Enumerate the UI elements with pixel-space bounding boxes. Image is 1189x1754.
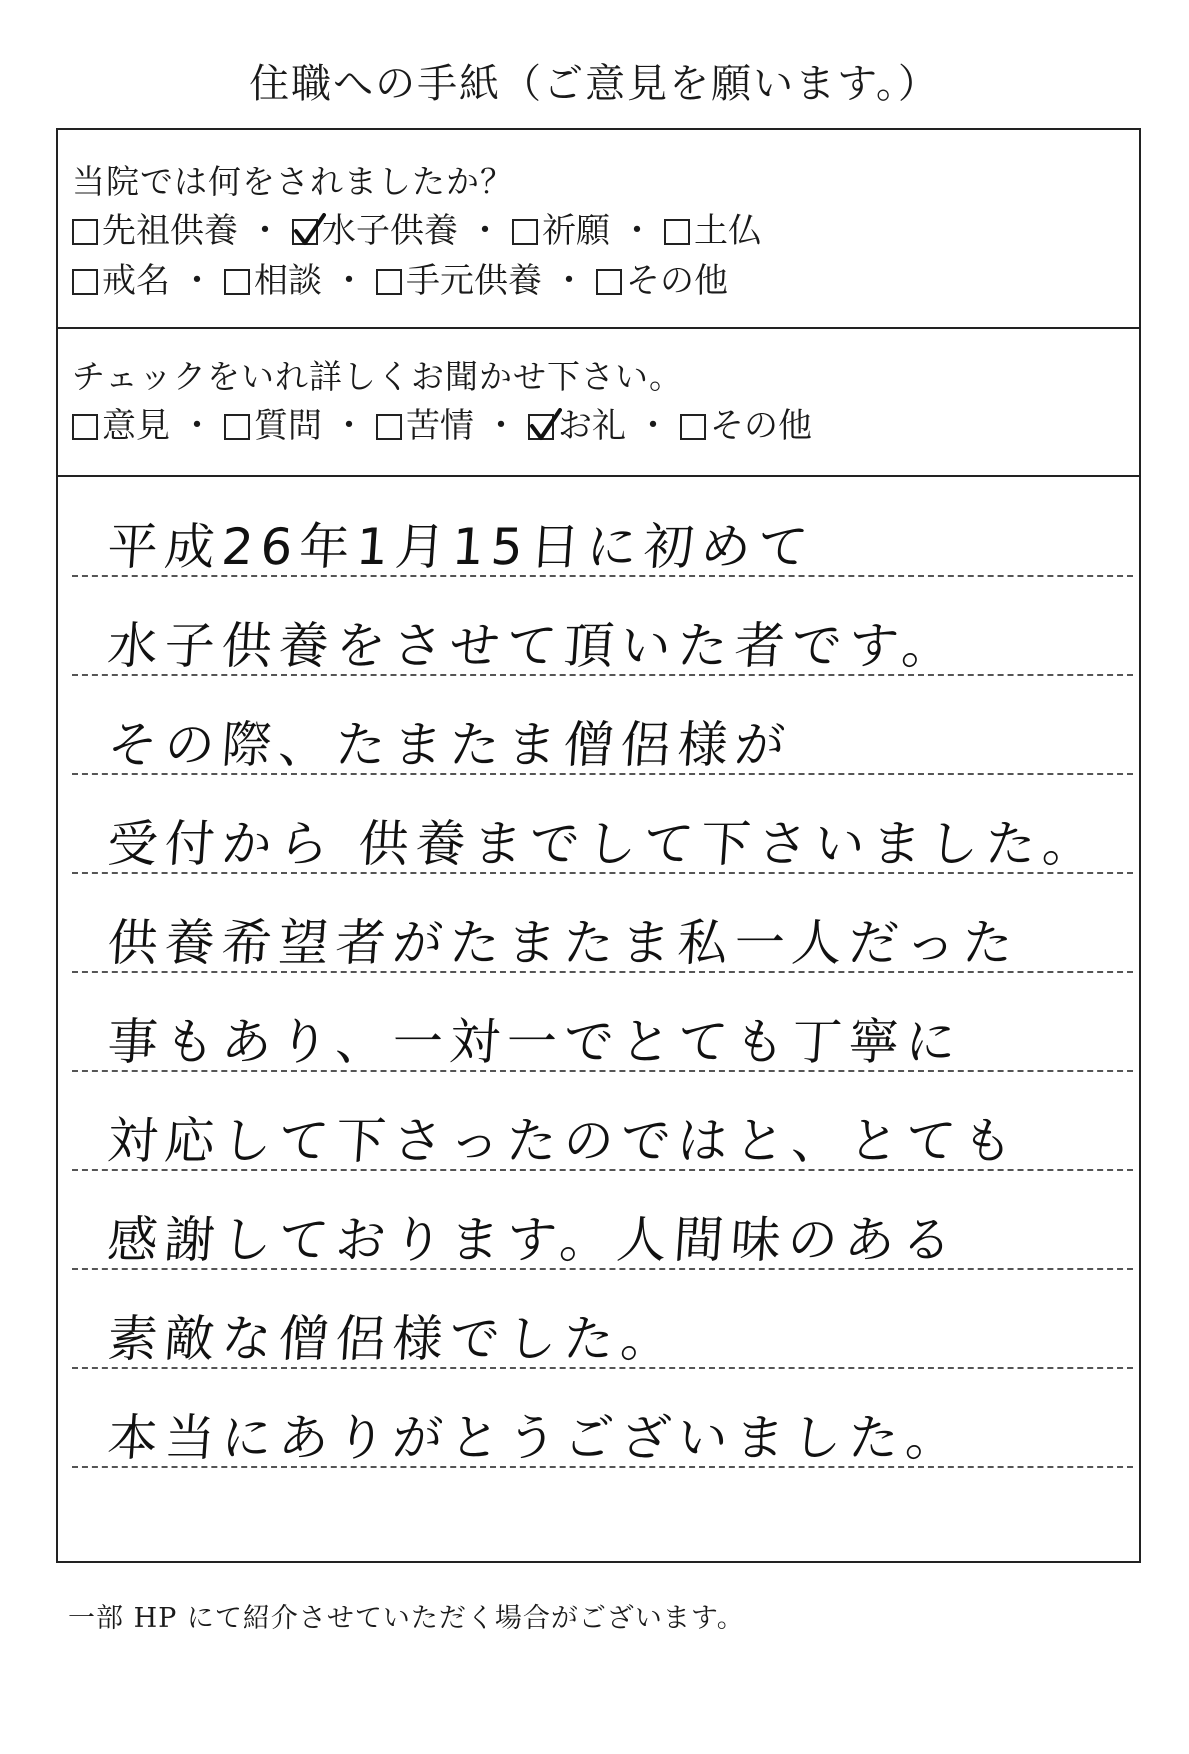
letter-line: 本当にありがとうございました。: [105, 1409, 965, 1467]
letter-line: 水子供養をさせて頂いた者です。: [105, 617, 961, 675]
option-label: 土仏: [694, 211, 762, 251]
checkbox-checked[interactable]: [528, 414, 554, 440]
letter-line: 素敵な僧侶様でした。: [105, 1310, 680, 1368]
option-sonota[interactable]: [596, 256, 728, 306]
letter-body-section: [58, 477, 1139, 1563]
option-label: その他: [626, 261, 728, 301]
page-title: 住職への手紙（ご意見を願います。）: [249, 61, 940, 107]
checkbox[interactable]: [72, 219, 98, 245]
option-iken[interactable]: [72, 401, 170, 451]
feedback-options-row: [72, 401, 1139, 451]
checkbox-checked[interactable]: [292, 219, 318, 245]
checkbox[interactable]: [224, 414, 250, 440]
option-soudan[interactable]: [224, 256, 322, 306]
option-label: 質問: [254, 406, 322, 446]
option-label: 戒名: [102, 261, 170, 301]
service-section: [58, 130, 1139, 329]
checkbox[interactable]: [72, 269, 98, 295]
separator: ・: [620, 211, 654, 251]
service-options-row-2: [72, 256, 1139, 306]
letter-line: 受付から 供養までして下さいました。: [105, 815, 1102, 873]
checkbox[interactable]: [376, 269, 402, 295]
option-label: その他: [710, 406, 812, 446]
option-label: 水子供養: [322, 211, 458, 251]
checkbox[interactable]: [664, 219, 690, 245]
checkmark-icon: [292, 213, 326, 249]
option-kigan[interactable]: [512, 206, 610, 256]
checkmark-icon: [528, 408, 562, 444]
option-label: 苦情: [406, 406, 474, 446]
letter-line: 対応して下さったのではと、とても: [105, 1112, 1022, 1170]
checkbox[interactable]: [512, 219, 538, 245]
option-mizuko-kuyou[interactable]: [292, 206, 458, 256]
option-senzo-kuyou[interactable]: [72, 206, 238, 256]
option-label: 意見: [102, 406, 170, 446]
checkbox[interactable]: [224, 269, 250, 295]
option-orei[interactable]: [528, 401, 626, 451]
option-label: お礼: [558, 406, 626, 446]
letter-line: その際、たまたま僧侶様が: [105, 716, 794, 774]
option-kaimyou[interactable]: [72, 256, 170, 306]
letter-line: 供養希望者がたまたま私一人だった: [105, 914, 1022, 972]
separator: ・: [552, 261, 586, 301]
feedback-type-section: [58, 329, 1139, 477]
option-sonota[interactable]: [680, 401, 812, 451]
service-question: 当院では何をされましたか？: [72, 162, 514, 201]
separator: ・: [180, 261, 214, 301]
separator: ・: [636, 406, 670, 446]
option-label: 手元供養: [406, 261, 542, 301]
separator: ・: [332, 261, 366, 301]
option-label: 祈願: [542, 211, 610, 251]
separator: ・: [468, 211, 502, 251]
option-temoto-kuyou[interactable]: [376, 256, 542, 306]
letter-line: 平成26年1月15日に初めて: [105, 518, 817, 576]
letter-line: 感謝しております。人間味のある: [105, 1211, 961, 1269]
option-shitsumon[interactable]: [224, 401, 322, 451]
option-label: 先祖供養: [102, 211, 238, 251]
separator: ・: [180, 406, 214, 446]
option-tsuchibotoke[interactable]: [664, 206, 762, 256]
letter-line: 事もあり、一対一でとても丁寧に: [105, 1013, 965, 1071]
checkbox[interactable]: [596, 269, 622, 295]
checkbox[interactable]: [72, 414, 98, 440]
separator: ・: [484, 406, 518, 446]
option-kujou[interactable]: [376, 401, 474, 451]
checkbox[interactable]: [376, 414, 402, 440]
option-label: 相談: [254, 261, 322, 301]
writing-area[interactable]: [58, 477, 1139, 1563]
feedback-question: チェックをいれ詳しくお聞かせ下さい。: [72, 357, 684, 396]
separator: ・: [248, 211, 282, 251]
footer-note: 一部 HP にて紹介させていただく場合がございます。: [68, 1603, 745, 1634]
service-options-row-1: [72, 206, 1139, 256]
form-frame: [56, 128, 1141, 1563]
checkbox[interactable]: [680, 414, 706, 440]
separator: ・: [332, 406, 366, 446]
